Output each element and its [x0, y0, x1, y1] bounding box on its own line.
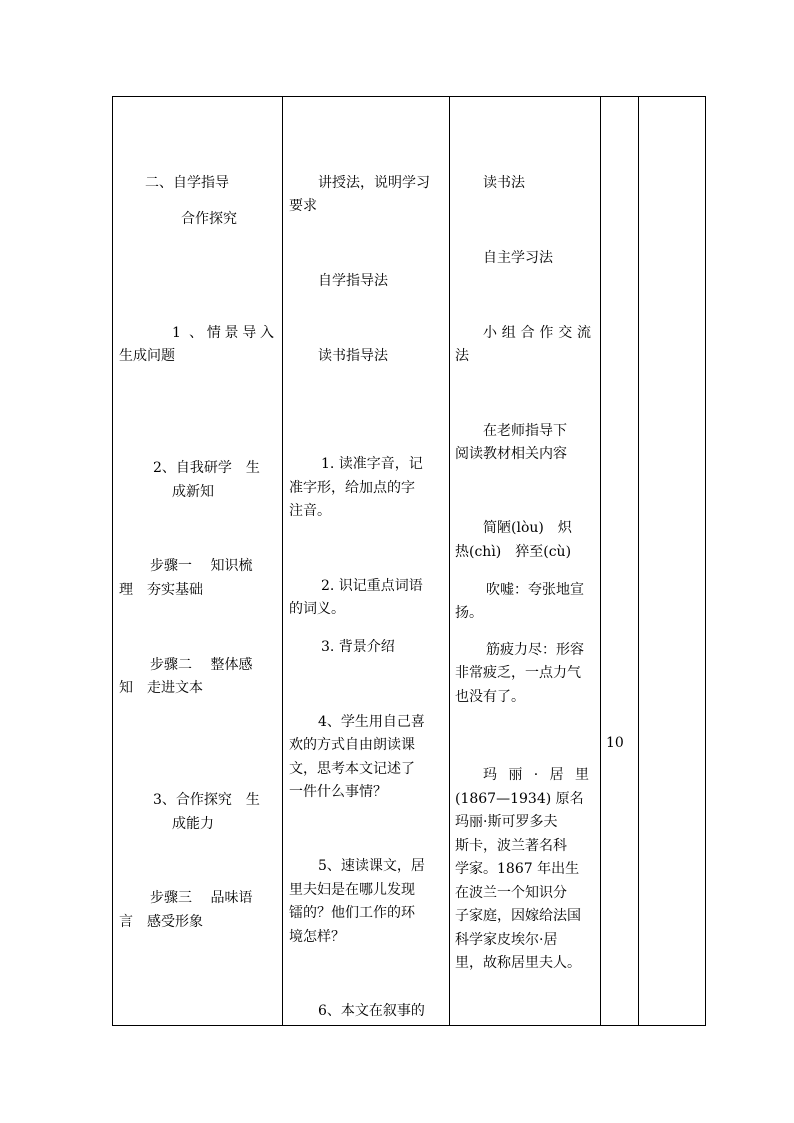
pronunciation-line1: 简陋(lòu) 炽	[483, 520, 572, 536]
task-1-line3: 注音。	[289, 503, 331, 519]
task-5-line4: 境怎样？	[289, 929, 345, 945]
definition-2-line3: 也没有了。	[455, 689, 525, 705]
column-divider	[638, 97, 639, 1025]
task-1-line1: 1. 读准字音，记	[321, 456, 423, 472]
step-item-2-line2: 成新知	[172, 484, 214, 500]
guide-line2: 阅读教材相关内容	[455, 446, 567, 462]
student-method-self-study: 自主学习法	[483, 250, 553, 266]
step-3-line2: 言 感受形象	[119, 914, 203, 930]
pronunciation-line2: 热(chì) 猝至(cù)	[455, 544, 572, 560]
task-4-line2: 欢的方式自由朗读课	[289, 737, 415, 753]
definition-1-line2: 扬。	[455, 605, 483, 621]
task-2-line2: 的词义。	[289, 601, 345, 617]
student-method-reading: 读书法	[483, 175, 525, 191]
task-4-line4: 一件什么事情？	[289, 784, 387, 800]
biography-line3: 玛丽·斯可罗多夫	[455, 814, 558, 830]
section-title: 二、自学指导	[145, 175, 229, 191]
definition-2-line1: 筋疲力尽：形容	[486, 642, 584, 658]
definition-1-line1: 吹嘘：夸张地宣	[486, 582, 584, 598]
step-item-3-line2: 成能力	[172, 816, 214, 832]
task-3: 3. 背景介绍	[321, 639, 395, 655]
student-method-group-line2: 法	[455, 348, 469, 364]
step-1-line1: 步骤一 知识梳	[150, 558, 253, 574]
biography-line2: (1867—1934) 原名	[455, 791, 584, 807]
task-6-line1: 6、本文在叙事的	[318, 1003, 425, 1019]
task-5-line2: 里夫妇是在哪儿发现	[289, 882, 415, 898]
task-2-line1: 2. 识记重点词语	[321, 578, 423, 594]
biography-line6: 在波兰一个知识分	[455, 885, 567, 901]
step-2-line1: 步骤二 整体感	[150, 657, 253, 673]
task-5-line1: 5、速读课文，居	[318, 858, 425, 874]
step-item-1-line2: 生成问题	[119, 348, 175, 364]
biography-line5: 学家。1867 年出生	[455, 861, 580, 877]
step-item-2-line1: 2、自我研学 生	[153, 460, 260, 476]
definition-2-line2: 非常疲乏，一点力气	[455, 665, 581, 681]
lecture-line2: 要求	[289, 198, 317, 214]
biography-line1: 玛丽·居里	[483, 767, 589, 783]
step-1-line2: 理 夯实基础	[119, 582, 203, 598]
column-divider	[449, 97, 450, 1025]
column-divider	[600, 97, 601, 1025]
step-item-3-line1: 3、合作探究 生	[153, 792, 260, 808]
task-5-line3: 镭的？他们工作的环	[289, 905, 415, 921]
step-item-1-line1: 1 、情景导入	[172, 325, 274, 341]
biography-line9: 里，故称居里夫人。	[455, 955, 581, 971]
step-3-line1: 步骤三 品味语	[150, 890, 253, 906]
column-divider	[282, 97, 283, 1025]
method-self-study: 自学指导法	[318, 273, 388, 289]
task-4-line3: 文，思考本文记述了	[289, 761, 415, 777]
step-2-line2: 知 走进文本	[119, 680, 203, 696]
biography-line7: 子家庭，因嫁给法国	[455, 908, 581, 924]
time-minutes: 10	[606, 735, 624, 751]
guide-line1: 在老师指导下	[483, 423, 567, 439]
biography-line8: 科学家皮埃尔·居	[455, 932, 558, 948]
section-subtitle: 合作探究	[181, 211, 237, 227]
lecture-line1: 讲授法，说明学习	[318, 175, 430, 191]
task-1-line2: 准字形，给加点的字	[289, 480, 415, 496]
student-method-group-line1: 小组合作交流	[483, 325, 591, 341]
biography-line4: 斯卡，波兰著名科	[455, 838, 567, 854]
method-reading-guide: 读书指导法	[318, 348, 388, 364]
task-4-line1: 4、学生用自己喜	[318, 714, 425, 730]
